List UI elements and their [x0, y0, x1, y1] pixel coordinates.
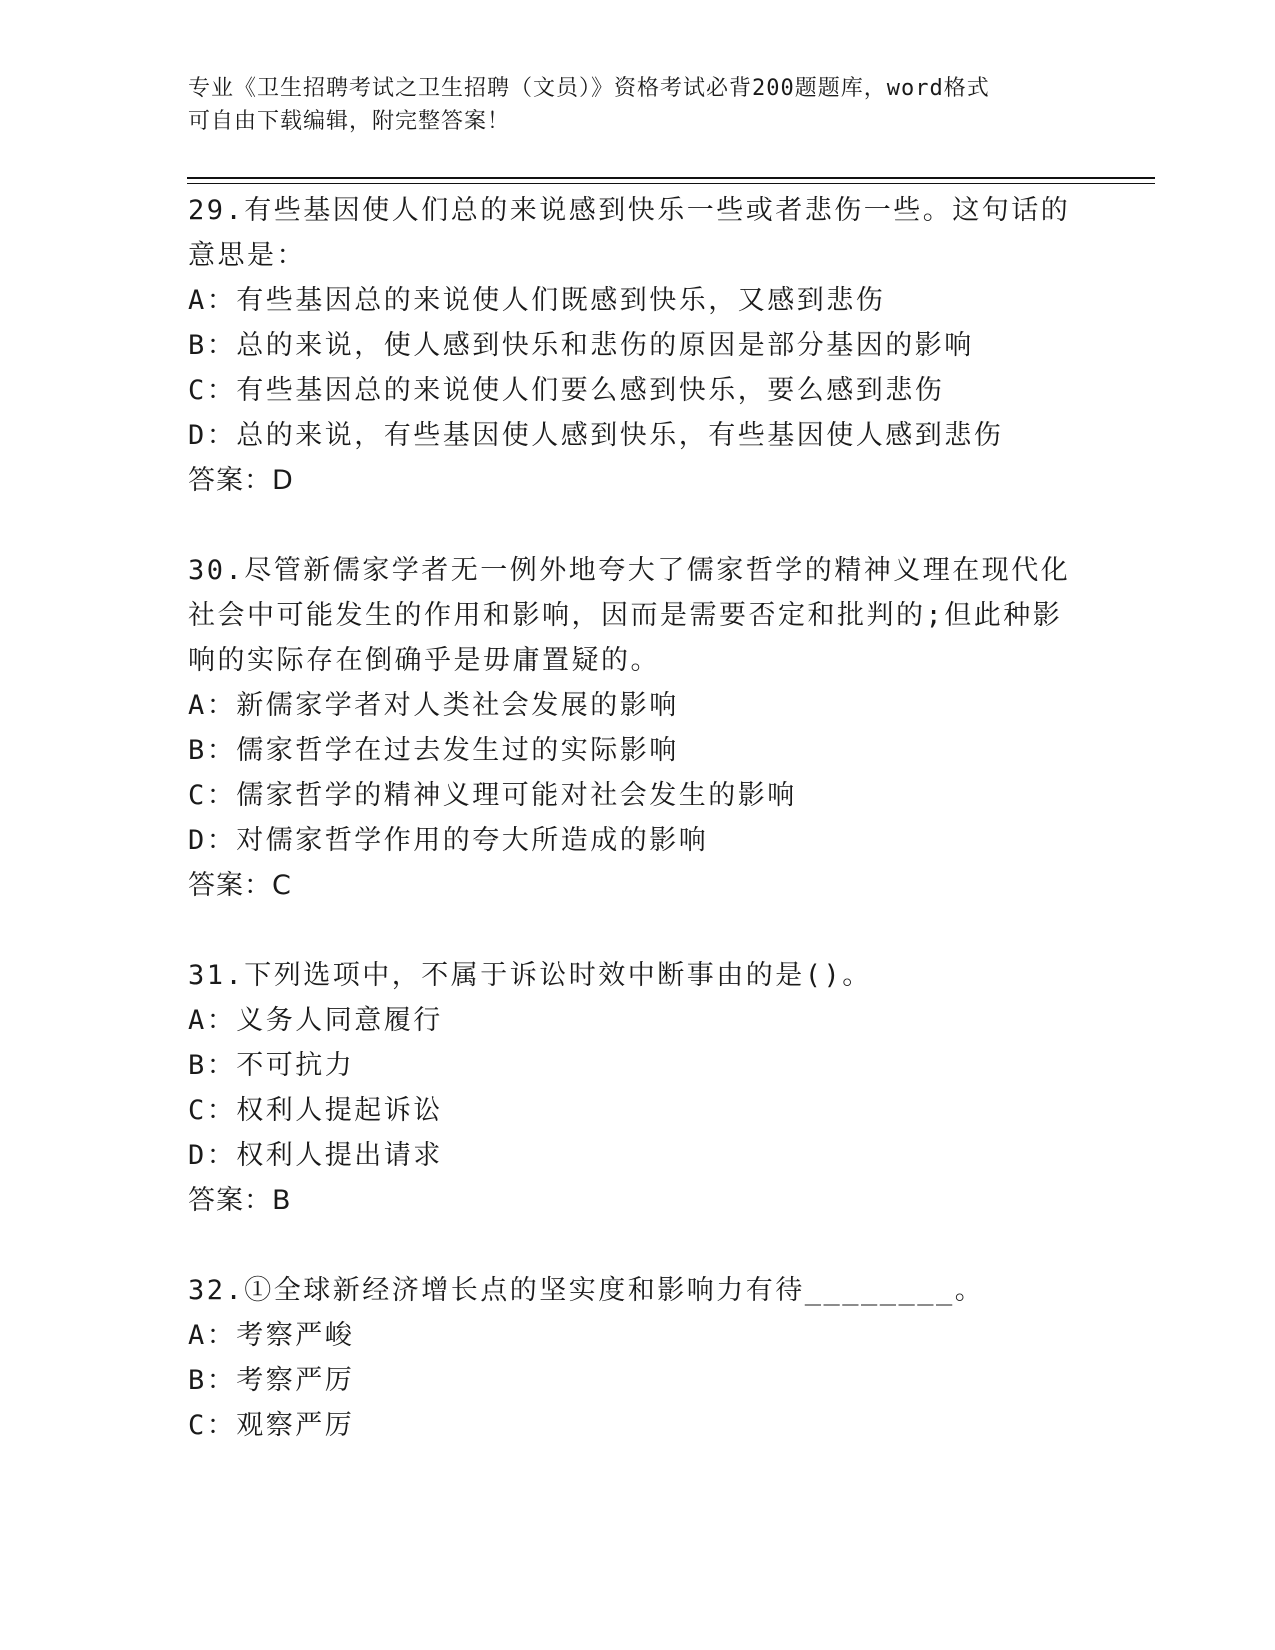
answer-label: 答案：C	[188, 870, 292, 901]
question-stem: 30.尽管新儒家学者无一例外地夸大了儒家哲学的精神义理在现代化社会中可能发生的作用和影响，因而是需要否定和批判的;但此种影响的实际存在倒确乎是毋庸置疑的。	[188, 555, 1071, 676]
header-divider-thick	[187, 177, 1155, 179]
header-divider-thin	[187, 183, 1155, 184]
option-d: D：对儒家哲学作用的夸大所造成的影响	[188, 825, 709, 856]
option-b: B：儒家哲学在过去发生过的实际影响	[188, 735, 679, 766]
question-list	[188, 188, 1088, 1448]
option-d: D：总的来说，有些基因使人感到快乐，有些基因使人感到悲伤	[188, 420, 1004, 451]
option-a: A：考察严峻	[188, 1320, 355, 1351]
option-d: D：权利人提出请求	[188, 1140, 443, 1171]
header-note-line-1: 专业《卫生招聘考试之卫生招聘（文员）》资格考试必背200题题库，word格式	[188, 76, 990, 101]
question-29	[188, 188, 1088, 503]
option-b: B：不可抗力	[188, 1050, 355, 1081]
document-header-note	[188, 72, 1068, 138]
option-c: C：观察严厉	[188, 1410, 355, 1441]
option-b: B：考察严厉	[188, 1365, 355, 1396]
option-a: A：新儒家学者对人类社会发展的影响	[188, 690, 679, 721]
option-b: B：总的来说，使人感到快乐和悲伤的原因是部分基因的影响	[188, 330, 974, 361]
option-a: A：有些基因总的来说使人们既感到快乐，又感到悲伤	[188, 285, 886, 316]
question-30	[188, 548, 1088, 908]
question-spacer	[188, 1223, 1088, 1268]
question-32	[188, 1268, 1088, 1448]
option-c: C：有些基因总的来说使人们要么感到快乐，要么感到悲伤	[188, 375, 945, 406]
answer-label: 答案：B	[188, 1185, 292, 1216]
question-spacer	[188, 908, 1088, 953]
question-stem: 31.下列选项中，不属于诉讼时效中断事由的是()。	[188, 960, 872, 991]
question-31	[188, 953, 1088, 1223]
question-stem: 29.有些基因使人们总的来说感到快乐一些或者悲伤一些。这句话的意思是：	[188, 195, 1071, 271]
option-c: C：权利人提起诉讼	[188, 1095, 443, 1126]
answer-label: 答案：D	[188, 465, 294, 496]
question-stem: 32.①全球新经济增长点的坚实度和影响力有待________。	[188, 1275, 985, 1306]
question-spacer	[188, 503, 1088, 548]
option-c: C：儒家哲学的精神义理可能对社会发生的影响	[188, 780, 797, 811]
option-a: A：义务人同意履行	[188, 1005, 443, 1036]
header-note-line-2: 可自由下载编辑，附完整答案！	[188, 109, 511, 134]
